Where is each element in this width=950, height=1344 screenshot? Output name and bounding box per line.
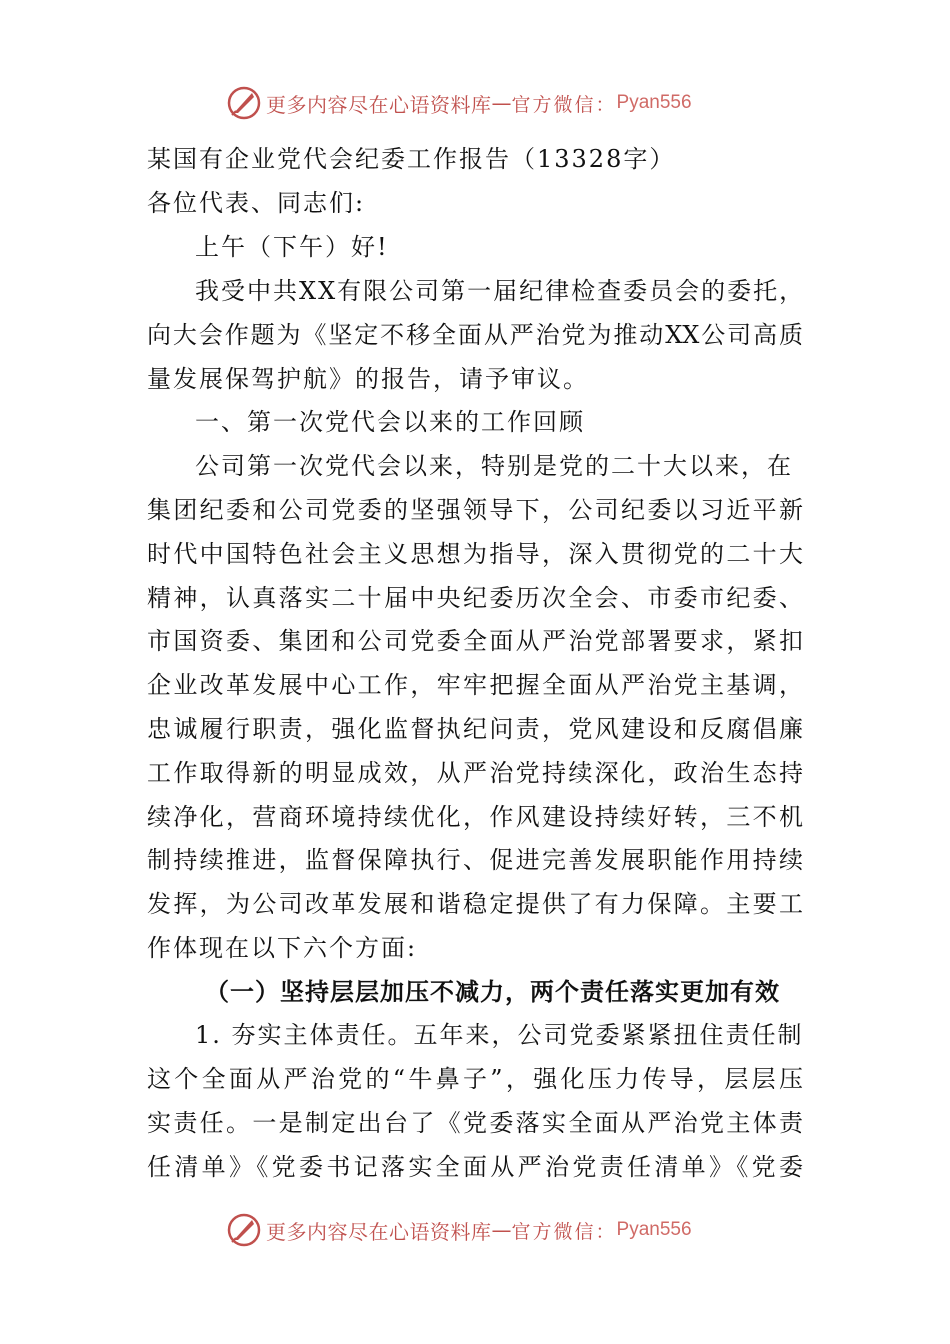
footer-banner <box>226 1210 746 1250</box>
banner-wechat-id: Pyan556 <box>616 92 692 113</box>
paragraph-line: 精神，认真落实二十届中央纪委历次全会、市委市纪委、 <box>147 584 803 612</box>
paragraph-line: 发挥，为公司改革发展和谐稳定提供了有力保障。主要工 <box>147 890 803 918</box>
banner-separator: — <box>491 1218 512 1242</box>
paragraph-line: 续净化，营商环境持续优化，作风建设持续好转，三不机 <box>147 803 803 831</box>
paragraph-line: 忠诚履行职责，强化监督执纪问责，党风建设和反腐倡廉 <box>147 715 803 743</box>
paragraph-line: 这个全面从严治党的“牛鼻子”，强化压力传导，层层压 <box>147 1065 803 1093</box>
paragraph-line: 时代中国特色社会主义思想为指导，深入贯彻党的二十大 <box>147 540 803 568</box>
banner-main-text: 更多内容尽在心语资料库 <box>266 92 492 117</box>
paragraph-line: 1. 夯实主体责任。五年来，公司党委紧紧扭住责任制 <box>195 1021 804 1049</box>
paragraph-line: 企业改革发展中心工作，牢牢把握全面从严治党主基调， <box>147 671 803 699</box>
paragraph-line: 任清单》《党委书记落实全面从严治党责任清单》《党委 <box>147 1153 803 1181</box>
paragraph-line: 向大会作题为《坚定不移全面从严治党为推动XX公司高质 <box>147 321 803 349</box>
paragraph-line: 制持续推进，监督保障执行、促进完善发展职能作用持续 <box>147 846 803 874</box>
quill-logo-icon <box>226 1212 262 1248</box>
paragraph-line: 量发展保驾护航》的报告，请予审议。 <box>147 365 589 393</box>
paragraph-line: 实责任。一是制定出台了《党委落实全面从严治党主体责 <box>147 1109 803 1137</box>
section-heading: 一、第一次党代会以来的工作回顾 <box>195 408 585 436</box>
subsection-heading: （一）坚持层层加压不减力，两个责任落实更加有效 <box>205 978 780 1006</box>
banner-official-label: 官方微信： <box>511 1220 617 1243</box>
paragraph-line: 公司第一次党代会以来，特别是党的二十大以来，在 <box>195 452 793 480</box>
salutation: 各位代表、同志们: <box>147 189 366 217</box>
paragraph-line: 我受中共XX有限公司第一届纪律检查委员会的委托， <box>195 277 806 305</box>
quill-logo-icon <box>226 85 262 121</box>
header-banner <box>226 83 746 123</box>
banner-wechat-id: Pyan556 <box>616 1219 692 1240</box>
paragraph-line: 工作取得新的明显成效，从严治党持续深化，政治生态持 <box>147 759 803 787</box>
paragraph-line: 集团纪委和公司党委的坚强领导下，公司纪委以习近平新 <box>147 496 803 524</box>
banner-official-label: 官方微信： <box>511 93 617 116</box>
banner-main-text: 更多内容尽在心语资料库 <box>266 1219 492 1244</box>
banner-separator: — <box>491 91 512 115</box>
document-title: 某国有企业党代会纪委工作报告（13328字） <box>147 145 676 173</box>
greeting: 上午（下午）好! <box>195 233 389 261</box>
paragraph-line: 市国资委、集团和公司党委全面从严治党部署要求，紧扣 <box>147 627 803 655</box>
paragraph-line: 作体现在以下六个方面: <box>147 934 418 962</box>
